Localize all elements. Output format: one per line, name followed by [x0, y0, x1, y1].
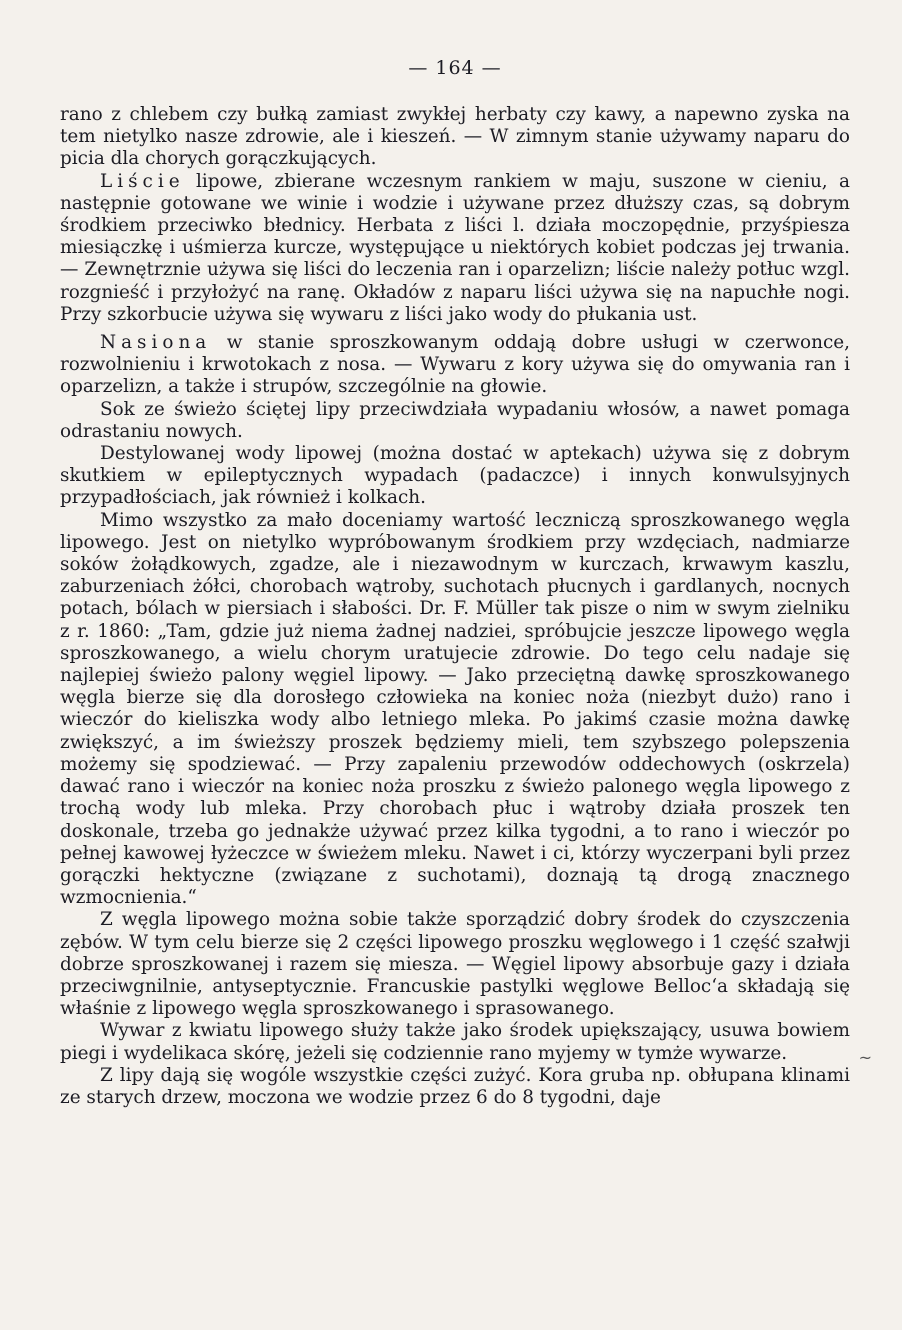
paragraph-tea-continuation — [60, 104, 850, 171]
paragraph-text: rano z chlebem czy bułką zamiast zwykłej herbaty czy kawy, a napewno zyska na tem nietylko nasze zdrowie, ale i kieszeń. — W zimnym stanie używamy naparu do picia dla chorych gorączkujących. — [60, 104, 850, 170]
paragraph-text: Wywar z kwiatu lipowego służy także jako środek upiększający, usuwa bowiem piegi i wydelikaca skórę, jeżeli się codziennie rano myjemy w tymże wywarze. — [60, 1020, 850, 1064]
paragraph-text: Mimo wszystko za mało doceniamy wartość leczniczą sproszkowanego węgla lipowego. Jest on nietylko wypróbowanym środkiem przy wzdęciach, nadmiarze soków żołądkowych, zgadze, ale i niezawodnym w kurczach, krwawym kaszlu, zaburzeniach żółci, chorobach wątroby, suchotach płucnych i gardlanych, nocnych potach, bólach w piersiach i słabości. Dr. F. Müller tak pisze o nim w swym zielniku z r. 1860: „Tam, gdzie już niema żadnej nadziei, spróbujcie jeszcze lipowego węgla sproszkowanego, a wielu chorym uratujecie zdrowie. Do tego celu nadaje się najlepiej świeżo palony węgiel lipowy. — Jako przeciętną dawkę sproszkowanego węgla bierze się dla dorosłego człowieka na koniec noża (niezbyt dużo) rano i wieczór do kieliszka wody albo letniego mleka. Po jakimś czasie można dawkę zwiększyć, a im świeższy proszek będziemy mieli, tem szybszego polepszenia możemy się spodziewać. — Przy zapaleniu przewodów oddechowych (oskrzela) dawać rano i wieczór na koniec noża proszku z świeżo palonego węgla lipowego z trochą wody lub mleka. Przy chorobach płuc i wątroby działa proszek ten doskonale, trzeba go jednakże używać przez kilka tygodni, a to rano i wieczór po pełnej kawowej łyżeczce w świeżem mleku. Nawet i ci, którzy wyczerpani byli przez gorączki hektyczne (związane z suchotami), doznają tą drogą znacznego wzmocnienia.“ — [60, 509, 850, 909]
paragraph-leaves — [60, 171, 850, 326]
paragraph-text: Sok ze świeżo ściętej lipy przeciwdziała wypadaniu włosów, a nawet pomaga odrastaniu nowych. — [60, 398, 850, 442]
paragraph-lead-word: Liście — [100, 170, 185, 192]
margin-tilde-mark: ~ — [858, 1048, 872, 1067]
paragraph-seeds — [60, 332, 850, 399]
paragraph-text: Z lipy dają się wogóle wszystkie części zużyć. Kora gruba np. obłupana klinami ze starych drzew, moczona we wodzie przez 6 do 8 tygodni, daje — [60, 1064, 850, 1108]
paragraph-lead-word: Nasiona — [100, 332, 212, 354]
paragraph-charcoal — [60, 510, 850, 910]
paragraph-text: w stanie sproszkowanym oddają dobre usługi w czerwonce, rozwolnieniu i krwotokach z nosa. — Wywaru z kory używa się do omywania ran i oparzelizn, a także i strupów, szczególnie na głowie. — [60, 332, 850, 398]
paragraph-distilled-water — [60, 443, 850, 510]
paragraph-tooth-powder — [60, 909, 850, 1020]
body-text — [60, 104, 850, 1109]
page-number: — 164 — — [408, 57, 502, 79]
paragraph-text: Z węgla lipowego można sobie także sporządzić dobry środek do czyszczenia zębów. W tym celu bierze się 2 części lipowego proszku węglowego i 1 część szałwji dobrze sproszkowanej i razem się miesza. — Węgiel lipowy absorbuje gazy i działa przeciwgnilnie, antyseptycznie. Francuskie pastylki węglowe Belloc‘a składają się właśnie z lipowego węgla sproszkowanego i sprasowanego. — [60, 909, 850, 1020]
paragraph-text: Destylowanej wody lipowej (można dostać w aptekach) używa się z dobrym skutkiem w epileptycznych wypadach (padaczce) i innych konwulsyjnych przypadłościach, jak również i kolkach. — [60, 443, 850, 509]
paragraph-all-parts — [60, 1065, 850, 1109]
paragraph-sap — [60, 399, 850, 443]
paragraph-text: lipowe, zbierane wczesnym rankiem w maju, suszone w cieniu, a następnie gotowane we winie i wodzie i używane przez dłuższy czas, są dobrym środkiem przeciwko błednicy. Herbata z liści l. działa moczopędnie, przyśpiesza miesiączkę i uśmierza kurcze, występujące u niektórych kobiet podczas jej trwania. — Zewnętrznie używa się liści do leczenia ran i oparzelizn; liście należy potłuc wzgl. rozgnieść i przyłożyć na ranę. Okładów z naparu liści używa się na napuchłe nogi. Przy szkorbucie używa się wywaru z liści jako wody do płukania ust. — [60, 170, 850, 325]
paragraph-flower-decoction — [60, 1020, 850, 1064]
